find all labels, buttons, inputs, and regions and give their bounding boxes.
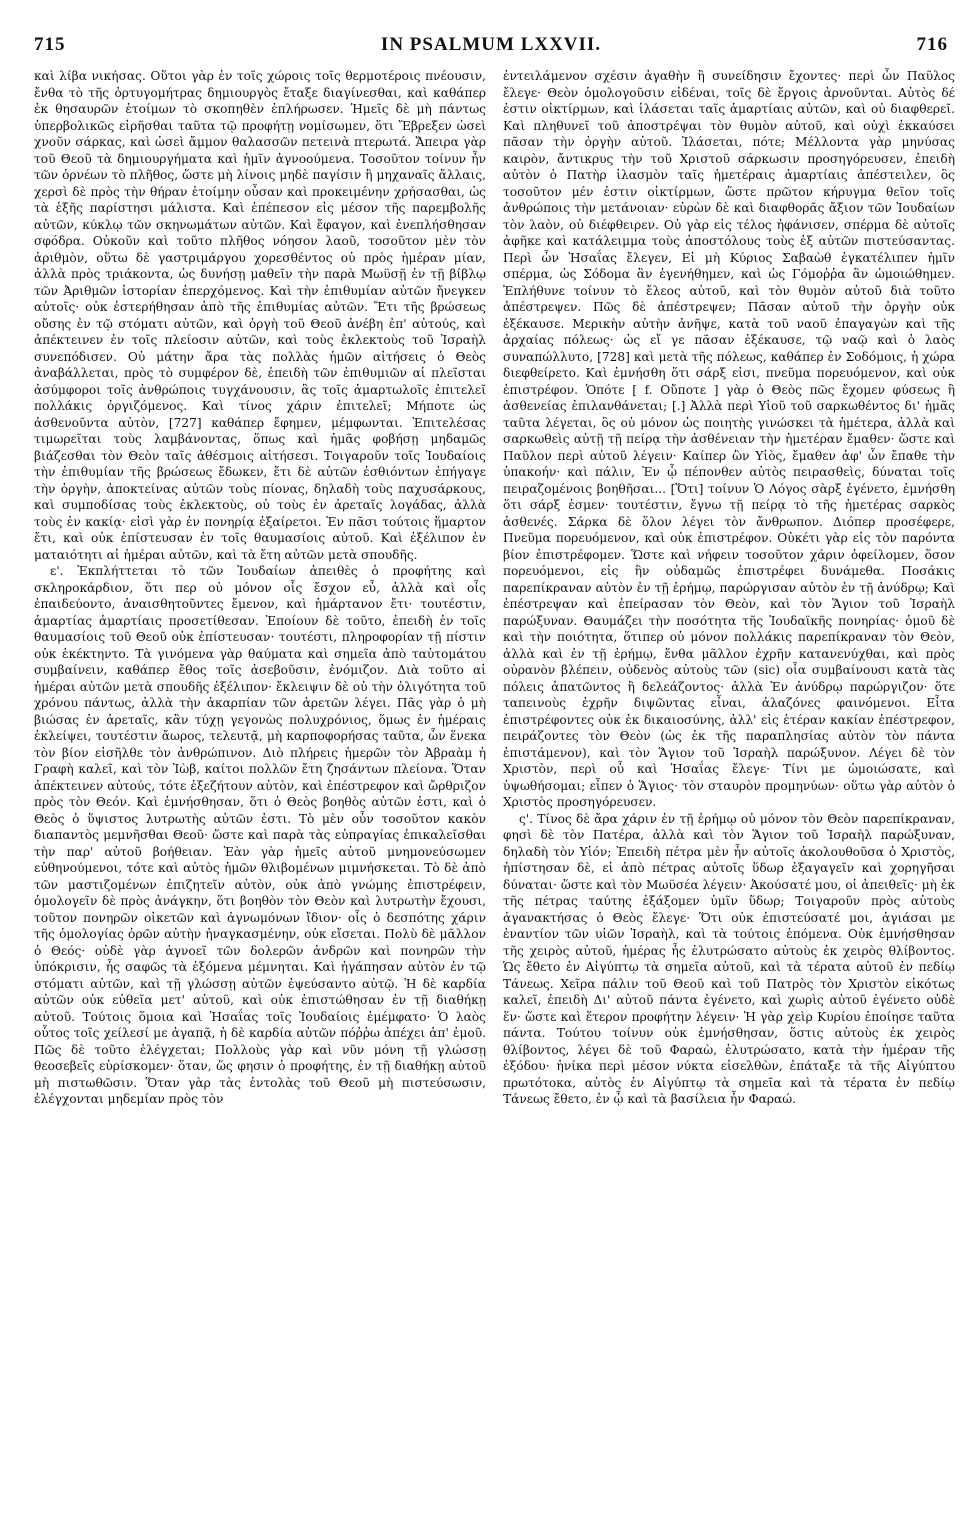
left-column	[34, 68, 486, 1523]
right-paragraph-1: ἐντειλάμενον σχέσιν ἀγαθὴν ἢ συνείδησιν ἔχοντες· περὶ ὧν Παῦλος ἔλεγε· Θεὸν ὁμολογοῦσιν εἰδέναι, τοῖς δὲ ἔργοις ἀρνοῦνται. Αὐτὸς δέ ἐστιν οἰκτίρμων, καὶ ἱλάσεται ταῖς ἁμαρτίαις αὐτῶν, καὶ οὐ διαφθερεῖ. Καὶ πληθυνεῖ τοῦ ἀποστρέψαι τὸν θυμὸν αὐτοῦ, καὶ οὐχὶ ἐκκαύσει πᾶσαν τὴν ὀργὴν αὐτοῦ. Ἱλάσεται, πότε; Μέλλοντα γὰρ μηνύσας καιρὸν, ἄντικρυς τὴν τοῦ Χριστοῦ σάρκωσιν προσηγόρευσεν, ἐπειδὴ αὐτὸν ὁ Πατὴρ ἱλασμὸν ταῖς ἡμετέραις ἁμαρτίαις ἀπέστειλεν, ὃς τοσοῦτον μέν ἐστιν οἰκτίρμων, ὥστε πρῶτον κήρυγμα θεῖον τοῖς ἀνθρώποις τὴν μετάνοιαν· εὑρὼν δὲ καὶ διαφθορᾶς ἄξιον τῶν Ἰουδαίων τὸν λαὸν, οὐ διέφθειρεν. Οὐ γὰρ εἰς τέλος ἠφάνισεν, σπέρμα δὲ αὐτοῖς ἀφῆκε καὶ κατάλειμμα τοὺς ἀποστόλους τοὺς ἐξ αὐτῶν πιστεύσαντας. Περὶ ὧν Ἡσαΐας ἔλεγεν, Εἰ μὴ Κύριος Σαβαὼθ ἐγκατέλιπεν ἡμῖν σπέρμα, ὡς Σόδομα ἂν ἐγενήθημεν, καὶ ὡς Γόμοῤῥα ἂν ὡμοιώθημεν. Ἐπλήθυνε τοίνυν τὸ ἔλεος αὐτοῦ, καὶ τὸν θυμὸν αὐτοῦ διὰ τοῦτο ἀπέστρεψεν. Πῶς δὲ ἀπέστρεψεν; Πᾶσαν αὐτοῦ τὴν ὀργὴν οὐκ ἐξέκαυσε. Μερικὴν αὐτὴν ἀνῆψε, κατὰ τοῦ ναοῦ ἐπαγαγὼν καὶ τῆς ἀρχαίας πόλεως· ὡς εἴ γε πᾶσαν ἐξέκαυσε, τῷ ναῷ καὶ ὁ λαὸς συναπώλλυτο, [728] καὶ μετὰ τῆς πόλεως, καθάπερ ἐν Σοδόμοις, ἡ χώρα διεφθείρετο. Καὶ ἐμνήσθη ὅτι σάρξ εἰσι, πνεῦμα πορευόμενον, καὶ οὐκ ἐπιστρέφον. Ὁπότε [ f. Οὔποτε ] γὰρ ὁ Θεὸς πῶς ἔχομεν φύσεως ἢ ἀσθενείας ἐπιλανθάνεται; [.] Ἀλλὰ περὶ Υἱοῦ τοῦ σαρκωθέντος δι' ἡμᾶς ταῦτα λέγεται, ὃς οὐ μόνον ὡς ποιητὴς γινώσκει τὰ ἡμέτερα, ἀλλὰ καὶ σαρκωθεὶς αὐτῇ τῇ πείρᾳ τὴν ἀσθένειαν τὴν ἡμετέραν ἔμαθεν· ὥστε καὶ Παῦλον περὶ αὐτοῦ λέγειν· Καίπερ ὢν Υἱὸς, ἔμαθεν ἀφ' ὧν ἔπαθε τὴν ὑπακοήν· καὶ πάλιν, Ἐν ᾧ πέπονθεν αὐτὸς πειρασθεὶς, δύναται τοῖς πειραζομένοις βοηθῆσαι... [Ὅτι] τοίνυν Ὁ Λόγος σὰρξ ἐγένετο, ἐμνήσθη ὅτι σάρξ ἐσμεν· τουτέστιν, ἔγνω τῇ πείρᾳ τὸ τῆς ἡμετέρας σαρκὸς ἀσθενές. Σάρκα δὲ ὅλον λέγει τὸν ἄνθρωπον. Διόπερ προσέφερε, Πνεῦμα πορευόμενον, καὶ οὐκ ἐπιστρέφον. Οὐκέτι γὰρ εἰς τὸν παρόντα βίον ἐπιστρέφομεν. Ὥστε καὶ νήφειν τοσοῦτον χάριν ὀφείλομεν, ὅσον πορευόμενοι, εἰς ἣν οὐδαμῶς ἐπιστρέφει δυνάμεθα. Ποσάκις παρεπίκραναν αὐτὸν ἐν τῇ ἐρήμῳ, παρώργισαν αὐτὸν ἐν τῇ ἀνύδρῳ; Καὶ ἐπέστρεψαν καὶ ἐπείρασαν τὸν Θεὸν, καὶ τὸν Ἅγιον τοῦ Ἰσραὴλ παρώξυναν. Θαυμάζει τὴν ποσότητα τῆς Ἰουδαϊκῆς πονηρίας· ὁμοῦ δὲ καὶ τὴν ποιότητα, ὅτιπερ οὐ μόνον πολλάκις παρεπίκραναν τὸν Θεὸν, ἀλλὰ καὶ ἐν τῇ ἐρήμῳ, ἔνθα μᾶλλον ἐχρῆν κατανενύχθαι, καὶ πρὸς οὐρανὸν βλέπειν, οὐδενὸς αὐτοὺς τῶν (sic) οἷα συμβαίνουσι κατὰ τὰς πόλεις ἀπατῶντος ἢ δελεάζοντος· ἀλλὰ Ἐν ἀνύδρῳ παρώργιζον· ὅτε ταπεινοὺς ἐχρῆν διψῶντας εἶναι, ἀλαζόνες φαινόμενοι. Εἶτα ἐπιστρέφοντες οὐκ ἐκ δικαιοσύνης, ἀλλ' εἰς ἑτέραν κακίαν ἐπέστρεφον, πειράζοντες τὸν Θεὸν (ὡς ἐκ τῆς παραπλησίας αὐτὸν τὸν πάντα ἐπιστάμενον), καὶ τὸν Ἅγιον τοῦ Ἰσραὴλ παρώξυνον. Λέγει δὲ τὸν Χριστὸν, περὶ οὗ καὶ Ἡσαΐας ἔλεγε· Τίνι με ὡμοιώσατε, καὶ ὑψωθήσομαι; εἶπεν ὁ Ἅγιος· τὸν σταυρὸν προμηνύων· οὕτω γὰρ αὐτὸν ὁ Χριστὸς προσηγόρευσεν.	[503, 69, 955, 809]
left-paragraph-2: ε'. Ἐκπλήττεται τὸ τῶν Ἰουδαίων ἀπειθὲς ὁ προφήτης καὶ σκληροκάρδιον, ὅτι περ οὐ μόνον οἷς ἔσχον εὖ, ἀλλὰ καὶ οἷς ἐπαιδεύοντο, ἀναισθητοῦντες ἔμενον, καὶ ἡμάρτανον ἔτι· τουτέστιν, ἁμαρτίας ἁμαρτίαις προσετίθεσαν. Ἐποίουν δὲ τοῦτο, ἐπειδὴ ἐν τοῖς θαυμασίοις τοῦ Θεοῦ οὐκ ἐπίστευσαν· τουτέστι, πληροφορίαν τῇ πίστιν οὐκ ἐκέκτηντο. Τὰ γινόμενα γὰρ θαύματα καὶ σημεῖα ἀπὸ ταὐτομάτου συμβαίνειν, καθάπερ ἔθος τοῖς ἀσεβοῦσιν, ἐνόμιζον. Διὰ τοῦτο αἱ ἡμέραι αὐτῶν μετὰ σπουδῆς ἐξέλιπον· ἔκλειψιν δὲ οὐ τὴν ὀλιγότητα τοῦ χρόνου πάντως, ἀλλὰ τὴν ἀκαρπίαν τῶν ἀρετῶν λέγει. Πᾶς γὰρ ὁ μὴ βιώσας ἐν ἀρεταῖς, κἂν τύχῃ γεγονὼς πολυχρόνιος, ὅμως ἐν ἡμέραις ἐκλείψει, τουτέστιν ἄωρος, τελευτᾷ, μὴ καρποφορήσας ταῦτα, ὧν ἕνεκα τὸν βίον εἰσῆλθε τὸν ἀνθρώπινον. Διὸ πλήρεις ἡμερῶν τὸν Ἀβραὰμ ἡ Γραφὴ καλεῖ, καὶ τὸν Ἰὼβ, καίτοι πολλῶν ἔτη ζησάντων πλείονα. Ὅταν ἀπέκτεινεν αὐτούς, τότε ἐξεζήτουν αὐτὸν, καὶ ἐπέστρεφον καὶ ὤρθριζον πρὸς τὸν Θεόν. Καὶ ἐμνήσθησαν, ὅτι ὁ Θεὸς βοηθὸς αὐτῶν ἐστι, καὶ ὁ Θεὸς ὁ ὕψιστος λυτρωτὴς αὐτῶν ἐστι. Τὸ μὲν οὖν τοσοῦτον κακὸν διαπαντὸς μεμνῆσθαι Θεοῦ· ὥστε καὶ παρὰ τὰς εὐπραγίας ἐπικαλεῖσθαι τὴν παρ' αὐτοῦ βοήθειαν. Ἐὰν γὰρ ἡμεῖς αὐτοῦ μνημονεύσωμεν εὐθηνούμενοι, τότε καὶ αὐτὸς ἡμῶν θλιβομένων μιμνήσκεται. Τὸ δὲ ἀπὸ τῶν μαστιζομένων ἐπιζητεῖν αὐτὸν, οὐκ ἀπὸ γνώμης ἐπιστρέφειν, ὁμολογεῖν δὲ πρὸς ἀνάγκην, ὅτι βοηθὸν τὸν Θεὸν καὶ λυτρωτὴν ἔχουσι, τοῦτον πονηρῶν οἰκετῶν καὶ ἀγνωμόνων ἴδιον· οἷς ὁ δεσπότης χάριν τῆς ὁμολογίας ὁρῶν αὐτὴν ἠναγκασμένην, οὐκ εἴσεται. Πολὺ δὲ μᾶλλον ὁ Θεός· οὐδὲ γὰρ ἀγνοεῖ τῶν δολερῶν ἀνδρῶν καὶ πονηρῶν τὴν ὑπόκρισιν, ἧς σαφῶς τὰ ἑξόμενα μέμνηται. Καὶ ἠγάπησαν αὐτὸν ἐν τῷ στόματι αὐτῶν, καὶ τῇ γλώσσῃ αὐτῶν ἐψεύσαντο αὐτῷ. Ἡ δὲ καρδία αὐτῶν οὐκ εὐθεῖα μετ' αὐτοῦ, καὶ οὐκ ἐπιστώθησαν ἐν τῇ διαθήκῃ αὐτοῦ. Τούτοις ὅμοια καὶ Ἡσαΐας τοῖς Ἰουδαίοις ἐμέμφατο· Ὁ λαὸς οὗτος τοῖς χείλεσί με ἀγαπᾷ, ἡ δὲ καρδία αὐτῶν πόῤῥω ἀπέχει ἀπ' ἐμοῦ. Πῶς δὲ τοῦτο ἐλέγχεται; Πολλοὺς γὰρ καὶ νῦν μόνη τῇ γλώσσῃ θεοσεβεῖς εὑρίσκομεν· ὅταν, ὥς φησιν ὁ προφήτης, ἐν τῇ διαθήκῃ αὐτοῦ μὴ πιστωθῶσιν. Ὅταν γὰρ τὰς ἐντολὰς τοῦ Θεοῦ μὴ πιστεύσωσιν, ἐλέγχονται μηδεμίαν πρὸς τὸν	[34, 564, 486, 1106]
page-number-left: 715	[34, 34, 66, 55]
page-number-right: 716	[916, 34, 948, 55]
left-paragraph-1: καὶ λίβα νικήσας. Οὕτοι γὰρ ἐν τοῖς χώροις τοῖς θερμοτέροις πνέουσιν, ἔνθα τὸ τῆς ὀρτυγομήτρας δημιουργὸς ἔταξε διαγίνεσθαι, καὶ καθάπερ ἐκ θησαυρῶν ἑτοίμων τὸ σκοπηθὲν ἐπλήρωσεν. Ἡμεῖς δὲ μὴ πάντως ὑπερβολικῶς εἰρῆσθαι ταῦτα τῷ προφήτῃ νομίσωμεν, ὅτι Ἔβρεξεν ὡσεὶ χνοῦν σάρκας, καὶ ὡσεὶ ἄμμον θαλασσῶν πετεινὰ πτερωτά. Ἄπειρα γὰρ τοῦ Θεοῦ τὰ δημιουργήματα καὶ ἡμῖν ἀγνοούμενα. Τοσοῦτον τοίνυν ἦν τῶν ὀρνέων τὸ πλῆθος, ὥστε μὴ λίνοις μηδὲ παγίσιν ἢ μηχαναῖς ἄλλαις, χερσὶ δὲ πρὸς τὴν θήραν ἑτοίμην οὖσαν καὶ προκειμένην χρήσασθαι, ὡς τὰ ἑξῆς παρίστησι μάλιστα. Καὶ ἐπέπεσον εἰς μέσον τῆς παρεμβολῆς αὐτῶν, κύκλῳ τῶν σκηνωμάτων αὐτῶν. Καὶ ἔφαγον, καὶ ἐνεπλήσθησαν σφόδρα. Οὐκοῦν καὶ τοῦτο πλῆθος νόησον λαοῦ, τοσοῦτον μὲν τὸν ἀριθμὸν, οὕτω δὲ γαστριμάργου χορεσθέντος οὐ πρὸς ἡμέραν μίαν, ἀλλὰ πρὸς τριάκοντα, ὡς δυνήσῃ μαθεῖν τὴν παρὰ Μωϋσῇ ἐν τῇ βίβλῳ τῶν Ἀριθμῶν ἱστορίαν ἐπερχόμενος. Καὶ τὴν ἐπιθυμίαν αὐτῶν ἤνεγκεν αὐτοῖς· οὐκ ἐστερήθησαν ἀπὸ τῆς ἐπιθυμίας αὐτῶν. Ἔτι τῆς βρώσεως οὔσης ἐν τῷ στόματι αὐτῶν, καὶ ὀργὴ τοῦ Θεοῦ ἀνέβη ἐπ' αὐτούς, καὶ ἀπέκτεινεν ἐν τοῖς πλείοσιν αὐτῶν, καὶ τοὺς ἐκλεκτοὺς τοῦ Ἰσραὴλ συνεπόδισεν. Οὐ μάτην ἄρα τὰς πολλὰς ἡμῶν αἰτήσεις ὁ Θεὸς ἀναβάλλεται, πρὸς τὸ συμφέρον δὲ, ἐπειδὴ τῶν ἐπιθυμιῶν αἱ πλεῖσται ἀσύμφοροι τοῖς ἀνθρώποις τυγχάνουσιν, ἃς τοῖς ἁμαρτωλοῖς ἐπιτελεῖ πολλάκις ὀργιζόμενος. Καὶ τίνος χάριν ἐπιτελεῖ; Μήποτε ὡς ἀσθενοῦντα αὐτὸν, [727] καθάπερ ἔφημεν, μέμφωνται. Ἐπιτελέσας τιμωρεῖται τοὺς λαμβάνοντας, ὅπως καὶ ἡμᾶς φοβήσῃ μηδαμῶς βιάζεσθαι τὸν Θεὸν ταῖς ἀθέσμοις αἰτήσεσι. Τοιγαροῦν τοῖς Ἰουδαίοις τὴν ἐπιθυμίαν τῆς βρώσεως ἔδωκεν, ἔτι δὲ αὐτῶν ἐσθιόντων ἐπήγαγε τὴν ὀργὴν, ἀποκτείνας αὐτῶν τοὺς πίονας, δηλαδὴ τοὺς παχυσάρκους, καὶ συμποδίσας τοὺς ἐκλεκτοὺς, οὐ τοὺς ἐν ἀρεταῖς λογάδας, ἀλλὰ τοὺς ἐν κακίᾳ· εἰσὶ γὰρ ἐν πονηρίᾳ ἐξαίρετοι. Ἐν πᾶσι τούτοις ἥμαρτον ἔτι, καὶ οὐκ ἐπίστευσαν ἐν τοῖς θαυμασίοις αὐτοῦ. Καὶ ἐξέλιπον ἐν ματαιότητι αἱ ἡμέραι αὐτῶν, καὶ τὰ ἔτη αὐτῶν μετὰ σπουδῆς.	[34, 69, 486, 562]
running-title: IN PSALMUM LXXVII.	[380, 34, 602, 55]
page-header	[34, 34, 948, 60]
right-column	[503, 68, 955, 1523]
right-paragraph-2: ς'. Τίνος δὲ ἄρα χάριν ἐν τῇ ἐρήμῳ οὐ μόνον τὸν Θεὸν παρεπίκραναν, φησὶ δὲ τὸν Πατέρα, ἀλλὰ καὶ τὸν Ἅγιον τοῦ Ἰσραὴλ παρώξυναν, δηλαδὴ τὸν Υἱόν; Ἐπειδὴ πέτρα μὲν ἦν αὐτοῖς ἀκολουθοῦσα ὁ Χριστὸς, ἠπίστησαν δὲ, εἰ ἀπὸ πέτρας αὐτοῖς ὕδωρ ἐξαγαγεῖν καὶ χορηγῆσαι δύναται· ὥστε καὶ τὸν Μωϋσέα λέγειν· Ἀκούσατέ μου, οἱ ἀπειθεῖς· μὴ ἐκ τῆς πέτρας ταύτης ἐξάξομεν ὑμῖν ὕδωρ; Τοιγαροῦν πρὸς αὐτοὺς ἀγανακτήσας ὁ Θεὸς ἔλεγε· Ὅτι οὐκ ἐπιστεύσατέ μοι, ἁγιάσαι με ἐναντίον τῶν υἱῶν Ἰσραὴλ, καὶ τὰ τούτοις ἑπόμενα. Οὐκ ἐμνήσθησαν τῆς χειρὸς αὐτοῦ, ἡμέρας ἧς ἐλυτρώσατο αὐτοὺς ἐκ χειρὸς θλίβοντος. Ὡς ἔθετο ἐν Αἰγύπτῳ τὰ σημεῖα αὐτοῦ, καὶ τὰ τέρατα αὐτοῦ ἐν πεδίῳ Τάνεως. Χεῖρα πάλιν τοῦ Θεοῦ καὶ τοῦ Πατρὸς τὸν Χριστὸν εἰκότως καλεῖ, ἐπειδὴ Δι' αὐτοῦ πάντα ἐγένετο, καὶ χωρὶς αὐτοῦ ἐγένετο οὐδὲ ἕν· ὥστε καὶ ἕτερον προφήτην λέγειν· Ἡ γὰρ χεὶρ Κυρίου ἐποίησε ταῦτα πάντα. Τούτου τοίνυν οὐκ ἐμνήσθησαν, ὅστις αὐτοὺς ἐκ χειρὸς θλίβοντος, λέγει δὲ τοῦ Φαραὼ, ἐλυτρώσατο, κατὰ τὴν ἡμέραν τῆς ἐξόδου· ἡνίκα περὶ μέσον νύκτα εἰσελθὼν, ἐπάταξε τὰ τῆς Αἰγύπτου πρωτότοκα, αὐτὸς ἐν Αἰγύπτῳ τὰ σημεῖα καὶ τὰ τέρατα ἐν πεδίῳ Τάνεως ἔθετο, ἐν ᾧ καὶ τὰ βασίλεια ἦν Φαραώ.	[503, 811, 955, 1106]
